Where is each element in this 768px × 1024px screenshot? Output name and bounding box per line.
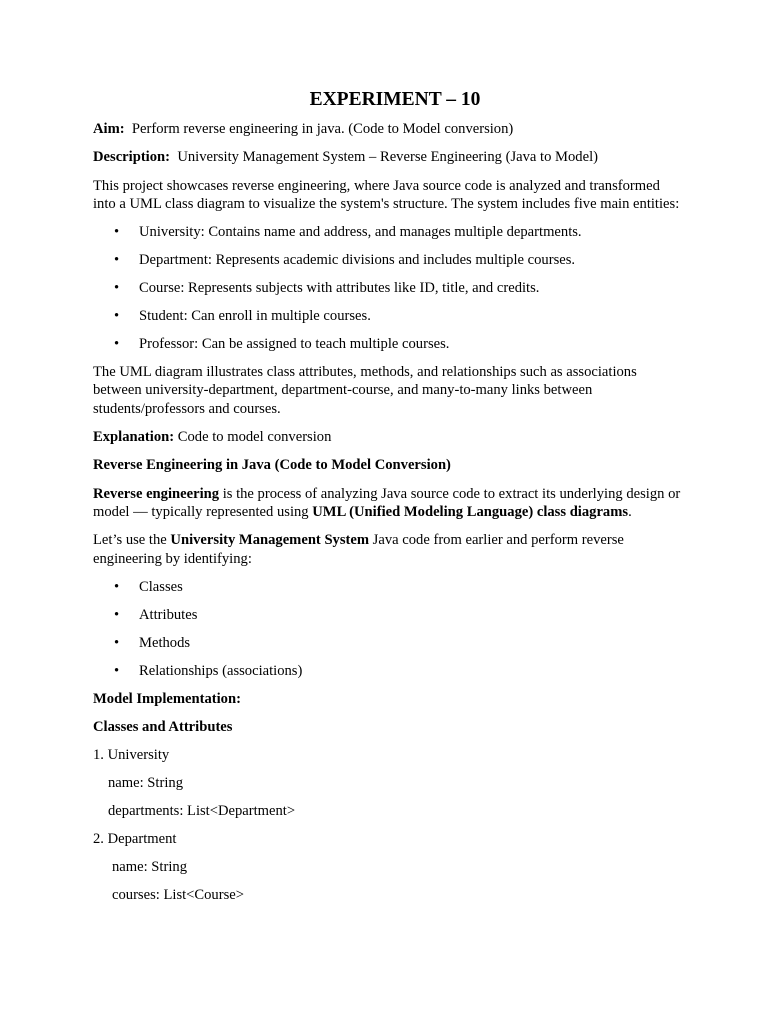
list-item: • Course: Represents subjects with attributes like ID, title, and credits. — [93, 279, 683, 297]
uml-term: UML (Unified Modeling Language) class diagrams — [312, 503, 629, 520]
aim-paragraph — [93, 120, 683, 138]
classes-heading — [93, 718, 683, 736]
reverse-engineering-paragraph — [93, 485, 683, 522]
explanation-label: Explanation: — [93, 429, 175, 446]
description-text: University Management System – Reverse Engineering (Java to Model) — [177, 149, 598, 166]
classes-heading-text: Classes and Attributes — [93, 719, 233, 736]
aim-label: Aim: — [93, 121, 125, 137]
list-item: • Relationships (associations) — [93, 662, 683, 680]
explanation-paragraph — [93, 428, 683, 446]
class-attribute: departments: List<Department> — [108, 803, 296, 820]
class-attribute: courses: List<Course> — [112, 887, 244, 904]
page-title: EXPERIMENT – 10 — [309, 89, 481, 110]
reverse-engineering-term: Reverse engineering — [93, 485, 220, 502]
model-heading-text: Model Implementation: — [93, 690, 241, 707]
lets-use-before: Let’s use the — [93, 532, 171, 549]
entity-list — [93, 223, 683, 353]
lets-use-system-name: University Management System — [170, 532, 370, 549]
list-item: • Methods — [93, 634, 683, 652]
identifying-list — [93, 578, 683, 680]
list-item: • Attributes — [93, 606, 683, 624]
reverse-engineering-text: is the process of analyzing Java source code to extract its underlying design or model — typically represented using — [93, 485, 681, 520]
document-content — [93, 88, 683, 914]
description-paragraph — [93, 148, 683, 166]
description-label: Description: — [93, 149, 171, 166]
section-heading — [93, 456, 683, 474]
list-item: • Classes — [93, 578, 683, 596]
aim-text: Perform reverse engineering in java. (Code to Model conversion) — [131, 121, 514, 137]
intro-paragraph: This project showcases reverse engineering, where Java source code is analyzed and transformed into a UML class diagram to visualize the system's structure. The system includes five main entities: — [93, 177, 680, 212]
list-item: • Student: Can enroll in multiple courses. — [93, 307, 683, 325]
class-heading-department: 2. Department — [93, 831, 177, 848]
uml-paragraph: The UML diagram illustrates class attributes, methods, and relationships such as associations between university-department, department-course, and many-to-many links between students/professors and courses. — [93, 364, 637, 417]
reverse-engineering-end: . — [628, 503, 632, 520]
section-heading-text: Reverse Engineering in Java (Code to Model Conversion) — [93, 457, 451, 474]
class-attribute: name: String — [112, 859, 187, 876]
list-item: • Department: Represents academic divisions and includes multiple courses. — [93, 251, 683, 269]
list-item: • Professor: Can be assigned to teach multiple courses. — [93, 335, 683, 353]
lets-use-paragraph — [93, 531, 683, 568]
class-heading-university: 1. University — [93, 747, 170, 764]
list-item: • University: Contains name and address, and manages multiple departments. — [93, 223, 683, 241]
class-attribute: name: String — [108, 775, 183, 792]
explanation-text: Code to model conversion — [177, 429, 332, 446]
lets-use-after: Java code from earlier and perform reverse engineering by identifying: — [93, 532, 624, 567]
model-heading — [93, 690, 683, 708]
